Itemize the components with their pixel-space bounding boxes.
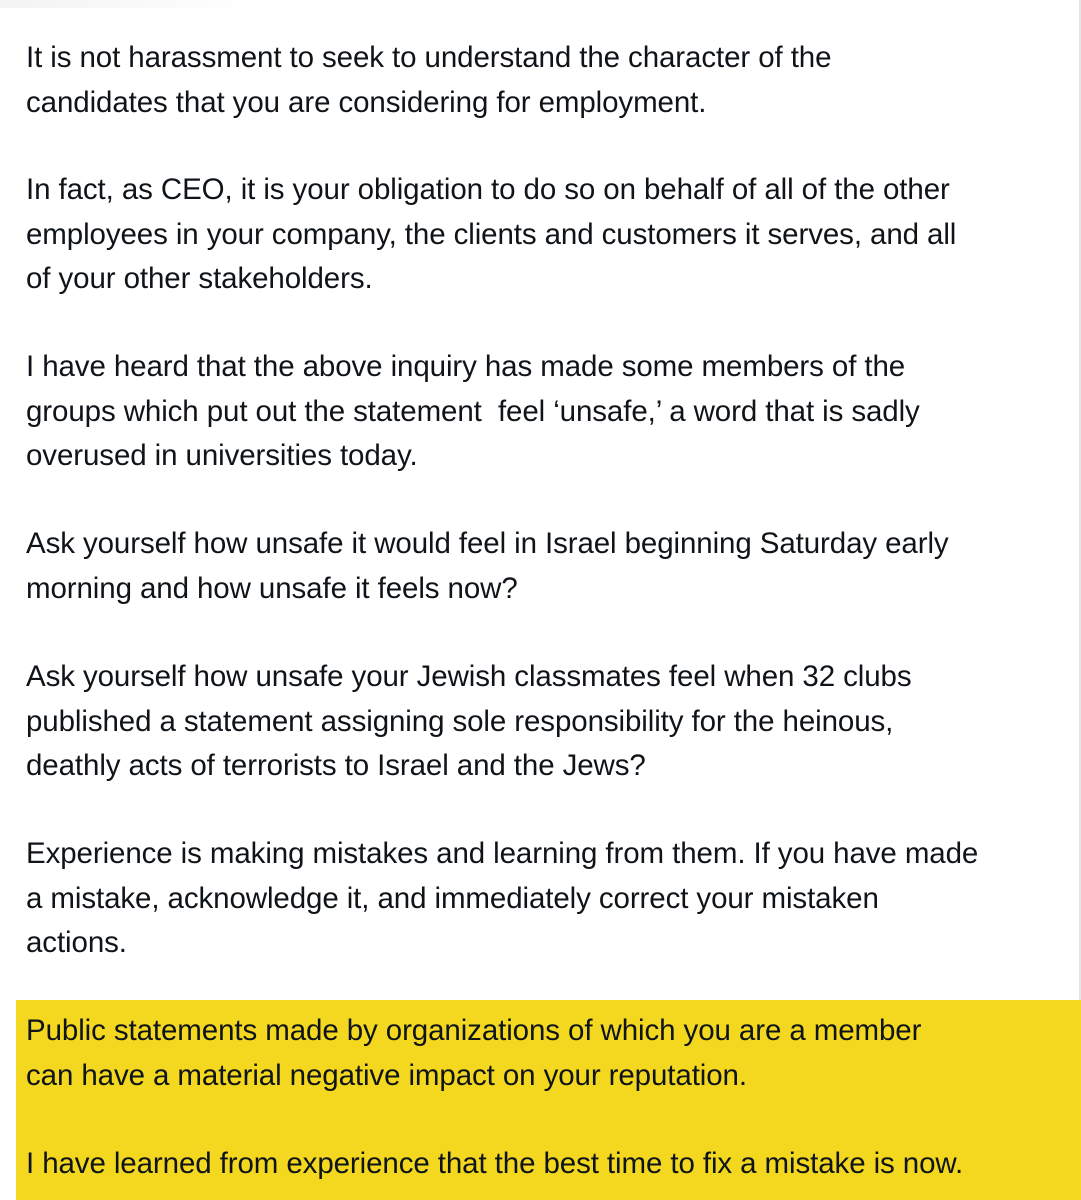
paragraph-6: Experience is making mistakes and learning from them. If you have made a mistake, acknowledge it, and immediately correct your mistaken actions.: [26, 837, 979, 959]
highlighted-paragraph-1: Public statements made by organizations of which you are a member can have a material negative impact on your reputation.: [26, 1014, 922, 1092]
paragraph-4: Ask yourself how unsafe it would feel in Israel beginning Saturday early morning and how unsafe it feels now?: [26, 527, 949, 605]
paragraph-1: It is not harassment to seek to understand the character of the candidates that you are considering for employment.: [26, 41, 832, 119]
paragraph-5: Ask yourself how unsafe your Jewish classmates feel when 32 clubs published a statement assigning sole responsibility for the heinous, deathly acts of terrorists to Israel and the Jews?: [26, 660, 912, 782]
top-edge-fade: [0, 0, 260, 8]
paragraph-3: I have heard that the above inquiry has made some members of the groups which put out the statement feel ‘unsafe,’ a word that is sadly overused in universities today.: [26, 350, 920, 472]
paragraph-2: In fact, as CEO, it is your obligation to do so on behalf of all of the other employees in your company, the clients and customers it serves, and all of your other stakeholders.: [26, 173, 957, 295]
highlighted-paragraph-2: I have learned from experience that the best time to fix a mistake is now.: [26, 1147, 964, 1180]
